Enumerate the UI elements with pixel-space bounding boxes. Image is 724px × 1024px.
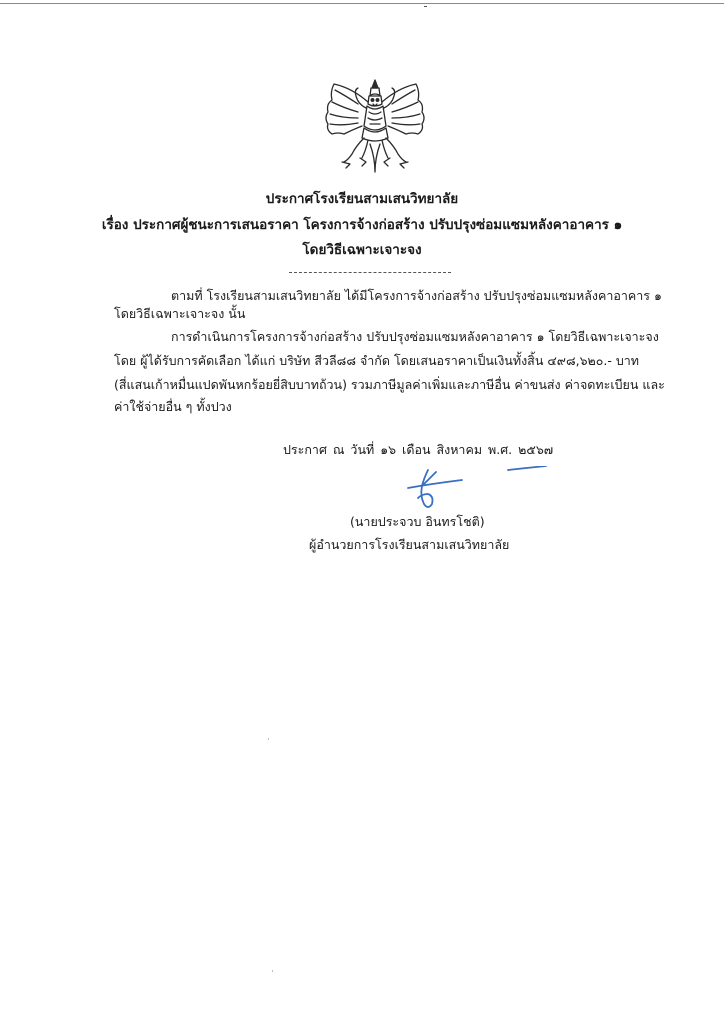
procurement-method: โดยวิธีเฉพาะเจาะจง <box>302 242 422 258</box>
scan-speck <box>424 6 427 7</box>
scan-speck <box>268 738 269 740</box>
dashed-divider <box>289 272 451 273</box>
document-title: ประกาศโรงเรียนสามเสนวิทยาลัย <box>265 191 459 207</box>
signer-title: ผู้อำนวยการโรงเรียนสามเสนวิทยาลัย <box>309 537 510 552</box>
body-line: ค่าใช้จ่ายอื่น ๆ ทั้งปวง <box>114 399 232 414</box>
handwritten-signature <box>400 466 550 516</box>
signer-name: (นายประจวบ อินทรโชติ) <box>350 514 485 529</box>
body-line: ตามที่ โรงเรียนสามเสนวิทยาลัย ได้มีโครงการจ้างก่อสร้าง ปรับปรุงซ่อมแซมหลังคาอาคาร ๑ <box>171 288 662 303</box>
announcement-date: ประกาศ ณ วันที่ ๑๖ เดือน สิงหาคม พ.ศ. ๒๕๖๗ <box>283 442 554 457</box>
body-line: โดยวิธีเฉพาะเจาะจง นั้น <box>114 306 246 321</box>
scan-speck <box>272 970 273 972</box>
body-line: (สี่แสนเก้าหมื่นแปดพันหกร้อยยี่สิบบาทถ้วน) รวมภาษีมูลค่าเพิ่มและภาษีอื่น ค่าขนส่ง ค่าจดทะเบียน และ <box>114 377 665 392</box>
body-line: โดย ผู้ได้รับการคัดเลือก ได้แก่ บริษัท สีวลี๘๘ จำกัด โดยเสนอราคาเป็นเงินทั้งสิ้น ๔๙๘,๖๒๐.- บาท <box>114 353 640 368</box>
body-line: การดำเนินการโครงการจ้างก่อสร้าง ปรับปรุงซ่อมแซมหลังคาอาคาร ๑ โดยวิธีเฉพาะเจาะจง <box>171 329 659 344</box>
garuda-emblem-icon <box>322 78 428 174</box>
document-subject: เรื่อง ประกาศผู้ชนะการเสนอราคา โครงการจ้างก่อสร้าง ปรับปรุงซ่อมแซมหลังคาอาคาร ๑ <box>101 217 623 233</box>
scan-edge-line <box>0 3 724 4</box>
